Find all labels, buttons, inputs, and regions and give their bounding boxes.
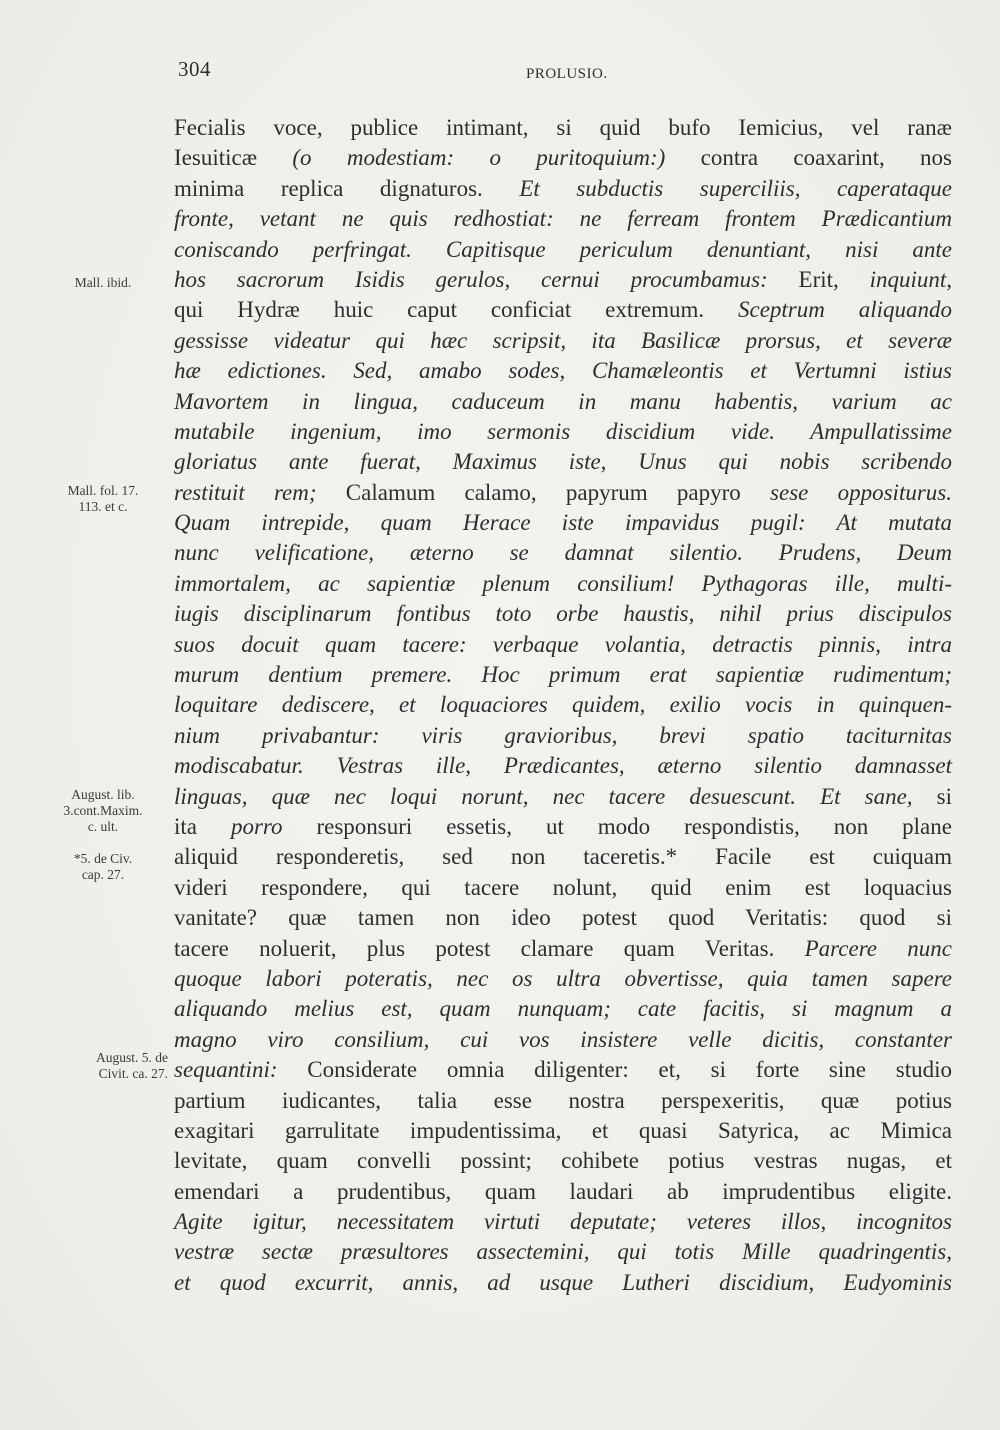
text-line bbox=[174, 630, 952, 660]
roman-text: Fecialis voce, publice intimant, si quid bufo Iemicius, vel ranæ bbox=[174, 115, 952, 140]
text-line bbox=[174, 478, 952, 508]
text-line bbox=[174, 721, 952, 751]
italic-text: mutabile ingenium, imo sermonis discidium vide. Ampullatissime bbox=[174, 418, 952, 444]
text-line bbox=[174, 1025, 952, 1055]
page-number: 304 bbox=[178, 57, 211, 81]
italic-text: Agite igitur, necessitatem virtuti deputate; veteres illos, incognitos bbox=[174, 1209, 952, 1235]
roman-text: responsuri essetis, ut modo respondistis, non plane bbox=[282, 813, 952, 839]
margin-note-line: Mall. ibid. bbox=[74, 275, 132, 290]
text-line bbox=[174, 508, 952, 538]
text-line bbox=[174, 204, 952, 234]
roman-text: vanitate? quæ tamen non ideo potest quod Veritatis: quod si bbox=[174, 905, 952, 931]
text-line bbox=[174, 387, 952, 417]
roman-text: levitate, quam convelli possint; cohibete potius vestras nugas, et bbox=[174, 1148, 952, 1174]
text-line bbox=[174, 812, 952, 842]
italic-text: hos sacrorum Isidis gerulos, cernui procumbamus: bbox=[174, 266, 799, 292]
italic-text: murum dentium premere. Hoc primum erat sapientiæ rudimentum; bbox=[174, 662, 952, 688]
roman-text: ita bbox=[174, 813, 231, 839]
roman-text: Iesuiticæ bbox=[174, 145, 293, 171]
italic-text: Sceptrum aliquando bbox=[738, 297, 953, 323]
roman-text: qui Hydræ huic caput conficiat extremum. bbox=[174, 297, 738, 323]
text-line bbox=[174, 569, 952, 599]
text-line bbox=[174, 1146, 952, 1176]
margin-note bbox=[38, 1050, 168, 1082]
margin-note bbox=[38, 483, 168, 515]
text-line bbox=[174, 1055, 952, 1085]
roman-text: contra coaxarint, nos bbox=[665, 145, 952, 171]
roman-text: Calamum calamo, papyrum papyro bbox=[345, 479, 771, 505]
margin-note-line: Civit. ca. 27. bbox=[98, 1066, 168, 1081]
text-line bbox=[174, 690, 952, 720]
margin-note bbox=[38, 787, 168, 835]
text-line bbox=[174, 599, 952, 629]
text-line bbox=[174, 1268, 952, 1298]
italic-text: Parcere nunc bbox=[804, 935, 953, 961]
italic-text: vestræ sectæ præsultores assectemini, qui totis Mille quadringentis, bbox=[174, 1239, 952, 1265]
text-line bbox=[174, 934, 952, 964]
italic-text: gloriatus ante fuerat, Maximus iste, Unus qui nobis scribendo bbox=[174, 449, 952, 475]
margin-note-line: cap. 27. bbox=[81, 867, 125, 882]
roman-text: partium iudicantes, talia esse nostra perspexeritis, quæ potius bbox=[174, 1087, 952, 1113]
text-line bbox=[174, 903, 952, 933]
italic-text: Mavortem in lingua, caduceum in manu habentis, varium ac bbox=[174, 388, 952, 414]
italic-text: suos docuit quam tacere: verbaque volantia, detractis pinnis, intra bbox=[174, 631, 952, 657]
text-line bbox=[174, 1177, 952, 1207]
roman-text: exagitari garrulitate impudentissima, et quasi Satyrica, ac Mimica bbox=[174, 1117, 952, 1143]
italic-text: porro bbox=[230, 813, 283, 839]
italic-text: Quam intrepide, quam Herace iste impavidus pugil: At mutata bbox=[174, 510, 952, 536]
italic-text: loquitare dediscere, et loquaciores quidem, exilio vocis in quinquen- bbox=[174, 692, 952, 718]
italic-text: nunc velificatione, æterno se damnat silentio. Prudens, Deum bbox=[174, 540, 952, 566]
margin-note-line: Mall. fol. 17. bbox=[67, 483, 139, 498]
roman-text: Erit, bbox=[798, 266, 870, 292]
text-line bbox=[174, 143, 952, 173]
roman-text: tacere noluerit, plus potest clamare quam Veritas. bbox=[174, 935, 805, 961]
italic-text: inquiunt, bbox=[869, 266, 952, 292]
text-line bbox=[174, 356, 952, 386]
margin-note bbox=[38, 851, 168, 883]
text-line bbox=[174, 964, 952, 994]
margin-note-line: August. lib. bbox=[71, 787, 135, 802]
running-head: PROLUSIO. bbox=[526, 66, 608, 82]
text-line bbox=[174, 1116, 952, 1146]
roman-text: emendari a prudentibus, quam laudari ab imprudentibus eligite. bbox=[174, 1178, 952, 1204]
margin-note-line: August. 5. de bbox=[96, 1050, 168, 1065]
italic-text: immortalem, ac sapientiæ plenum consilium! Pythagoras ille, multi- bbox=[174, 570, 952, 596]
body-text bbox=[174, 113, 952, 1298]
text-line bbox=[174, 660, 952, 690]
text-line bbox=[174, 235, 952, 265]
text-line bbox=[174, 174, 952, 204]
italic-text: magno viro consilium, cui vos insistere velle dicitis, constanter bbox=[174, 1026, 952, 1052]
margin-note bbox=[38, 275, 168, 291]
roman-text: Considerate omnia diligenter: et, si forte sine studio bbox=[307, 1057, 952, 1083]
margin-note-line: *5. de Civ. bbox=[73, 851, 133, 866]
italic-text: linguas, quæ nec loqui norunt, nec tacere desuescunt. Et sane, bbox=[174, 783, 937, 809]
roman-text: videri respondere, qui tacere nolunt, quid enim est loquacius bbox=[174, 874, 952, 900]
italic-text: aliquando melius est, quam nunquam; cate facitis, si magnum a bbox=[174, 996, 952, 1022]
italic-text: sese oppositurus. bbox=[770, 479, 952, 505]
text-line bbox=[174, 842, 952, 872]
text-line bbox=[174, 1237, 952, 1267]
italic-text: coniscando perfringat. Capitisque periculum denuntiant, nisi ante bbox=[174, 236, 952, 262]
roman-text: aliquid responderetis, sed non taceretis.* Facile est cuiquam bbox=[174, 844, 952, 870]
italic-text: modiscabatur. Vestras ille, Prædicantes, æterno silentio damnasset bbox=[174, 753, 952, 779]
text-line bbox=[174, 751, 952, 781]
text-line bbox=[174, 113, 952, 143]
text-line bbox=[174, 417, 952, 447]
text-line bbox=[174, 994, 952, 1024]
text-line bbox=[174, 295, 952, 325]
text-line bbox=[174, 1207, 952, 1237]
italic-text: et quod excurrit, annis, ad usque Lutheri discidium, Eudyominis bbox=[174, 1269, 952, 1295]
text-line bbox=[174, 447, 952, 477]
italic-text: restituit rem; bbox=[174, 479, 346, 505]
text-line bbox=[174, 326, 952, 356]
italic-text: Et subductis superciliis, caperataque bbox=[519, 175, 952, 201]
text-line bbox=[174, 1086, 952, 1116]
italic-text: quoque labori poteratis, nec os ultra obvertisse, quia tamen sapere bbox=[174, 965, 952, 991]
margin-note-line: c. ult. bbox=[87, 819, 119, 834]
text-line bbox=[174, 873, 952, 903]
roman-text: minima replica dignaturos. bbox=[174, 175, 520, 201]
italic-text: gessisse videatur qui hæc scripsit, ita Basilicæ prorsus, et severæ bbox=[174, 327, 952, 353]
italic-text: fronte, vetant ne quis redhostiat: ne ferream frontem Prædicantium bbox=[174, 206, 952, 232]
text-line bbox=[174, 782, 952, 812]
italic-text: iugis disciplinarum fontibus toto orbe haustis, nihil prius discipulos bbox=[174, 601, 952, 627]
italic-text: (o modestiam: o puritoquium:) bbox=[292, 145, 666, 171]
italic-text: hæ edictiones. Sed, amabo sodes, Chamæleontis et Vertumni istius bbox=[174, 358, 952, 384]
italic-text: nium privabantur: viris gravioribus, brevi spatio taciturnitas bbox=[174, 722, 952, 748]
text-line bbox=[174, 265, 952, 295]
italic-text: sequantini: bbox=[174, 1057, 308, 1083]
margin-note-line: 113. et c. bbox=[78, 499, 128, 514]
margin-note-line: 3.cont.Maxim. bbox=[63, 803, 143, 818]
roman-text: si bbox=[936, 783, 952, 809]
text-line bbox=[174, 538, 952, 568]
